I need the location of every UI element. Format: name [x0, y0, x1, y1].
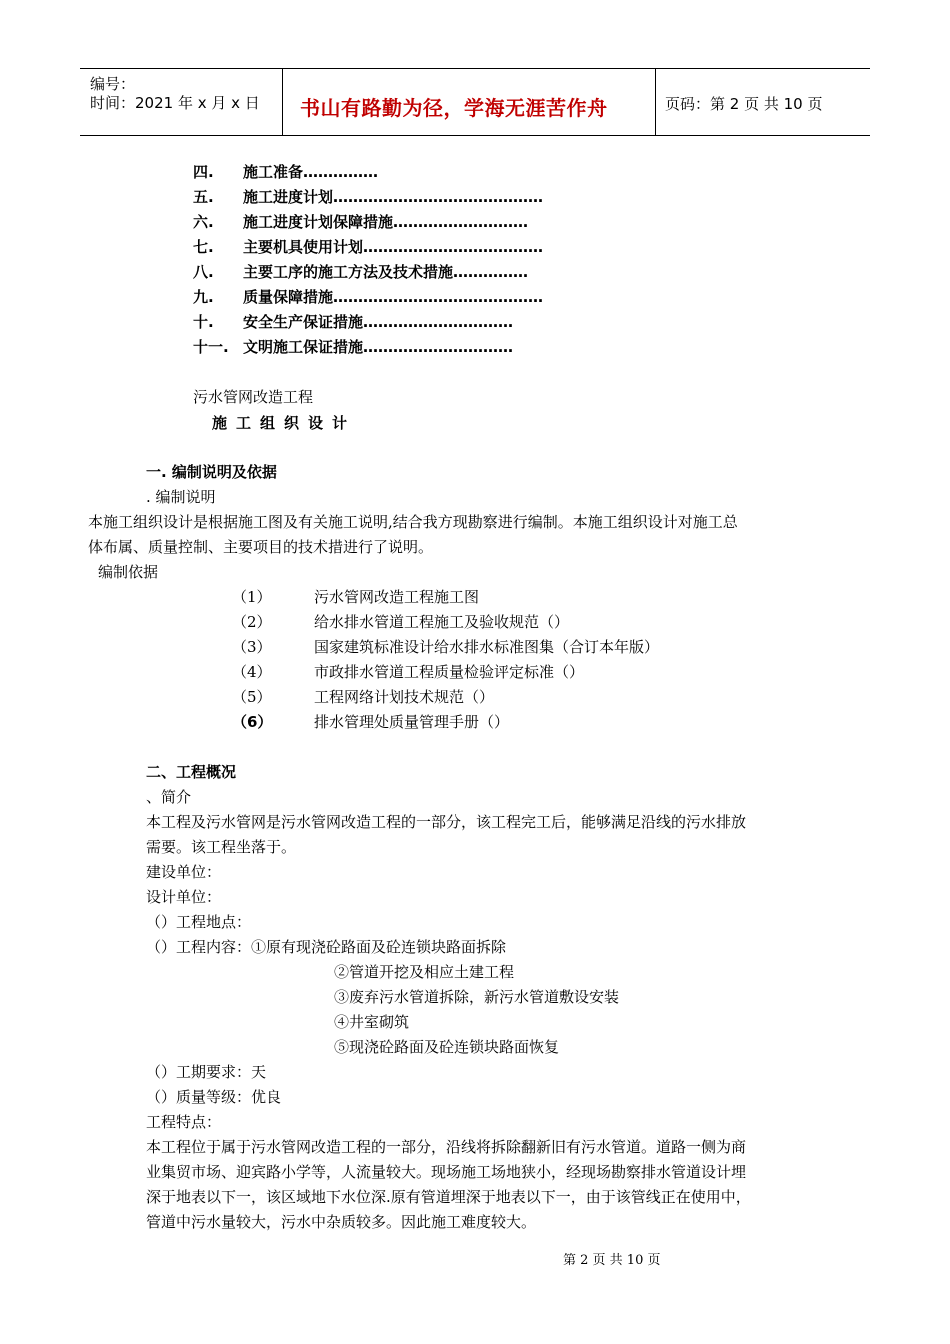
features-line: 本工程位于属于污水管网改造工程的一部分，沿线将拆除翻新旧有污水管道。道路一侧为商: [146, 1138, 747, 1156]
header-divider-right: [655, 68, 656, 136]
toc-item-num: 七.: [193, 238, 214, 256]
section2-intro-line1: 本工程及污水管网是污水管网改造工程的一部分，该工程完工后，能够满足沿线的污水排放: [146, 813, 747, 831]
toc-item-num: 四.: [193, 163, 214, 181]
header-top-rule: [80, 68, 870, 69]
footer-page-number: 第 2 页 共 10 页: [563, 1253, 661, 1268]
section1-para-line1: 本施工组织设计是根据施工图及有关施工说明,结合我方现勘察进行编制。本施工组织设计对施工总: [88, 513, 738, 531]
period-label: （）工期要求：天: [146, 1063, 267, 1081]
project-title: 污水管网改造工程: [193, 388, 314, 406]
content-item: ③废弃污水管道拆除，新污水管道敷设安装: [334, 988, 620, 1006]
header-motto: 书山有路勤为径，学海无涯苦作舟: [300, 96, 608, 120]
designer-label: 设计单位：: [146, 888, 222, 906]
toc-item-num: 九.: [193, 288, 214, 306]
basis-item-num: （4）: [232, 663, 272, 681]
toc-item-text: 施工准备……………: [243, 163, 379, 181]
builder-label: 建设单位：: [146, 863, 222, 881]
content-item: ②管道开挖及相应土建工程: [334, 963, 515, 981]
toc-item-text: 安全生产保证措施…………………………: [243, 313, 514, 331]
features-line: 业集贸市场、迎宾路小学等，人流量较大。现场施工场地狭小，经现场勘察排水管道设计埋: [146, 1163, 747, 1181]
basis-item-num: （6）: [232, 713, 273, 731]
toc-item-text: 施工进度计划保障措施………………………: [243, 213, 529, 231]
toc-item-text: 施工进度计划……………………………………: [243, 188, 544, 206]
features-line: 管道中污水量较大，污水中杂质较多。因此施工难度较大。: [146, 1213, 537, 1231]
features-line: 深于地表以下一，该区域地下水位深.原有管道埋深于地表以下一，由于该管线正在使用中，: [146, 1188, 751, 1206]
basis-item-text: 国家建筑标准设计给水排水标准图集（合订本年版）: [314, 638, 660, 656]
toc-item-num: 十一.: [193, 338, 229, 356]
section2-heading: 二、工程概况: [146, 763, 237, 781]
section2-sub1: 、简介: [146, 788, 192, 806]
section1-sub1: . 编制说明: [146, 488, 216, 506]
toc-item-text: 文明施工保证措施…………………………: [243, 338, 514, 356]
basis-item-num: （1）: [232, 588, 272, 606]
toc-item-text: 主要机具使用计划………………………………: [243, 238, 544, 256]
section1-para-line2: 体布属、质量控制、主要项目的技术措进行了说明。: [88, 538, 434, 556]
basis-item-num: （3）: [232, 638, 272, 656]
basis-item-num: （5）: [232, 688, 272, 706]
header-time-label: 时间：2021 年 x 月 x 日: [90, 94, 260, 112]
header-number-label: 编号：: [90, 75, 136, 93]
doc-title: 施工组织设计: [212, 414, 357, 432]
basis-item-text: 污水管网改造工程施工图: [314, 588, 480, 606]
basis-item-text: 工程网络计划技术规范（）: [314, 688, 495, 706]
quality-label: （）质量等级：优良: [146, 1088, 282, 1106]
content-item: ⑤现浇砼路面及砼连锁块路面恢复: [334, 1038, 560, 1056]
basis-item-text: 给水排水管道工程施工及验收规范（）: [314, 613, 570, 631]
content-item: ④井室砌筑: [334, 1013, 410, 1031]
location-label: （）工程地点：: [146, 913, 252, 931]
basis-item-num: （2）: [232, 613, 272, 631]
toc-item-text: 主要工序的施工方法及技术措施……………: [243, 263, 529, 281]
features-label: 工程特点：: [146, 1113, 222, 1131]
toc-item-num: 六.: [193, 213, 214, 231]
header-page-label: 页码：第 2 页 共 10 页: [665, 95, 823, 113]
section1-heading: 一. 编制说明及依据: [146, 463, 277, 481]
section1-sub2: 编制依据: [98, 563, 159, 581]
section2-intro-line2: 需要。该工程坐落于。: [146, 838, 297, 856]
toc-item-num: 八.: [193, 263, 214, 281]
basis-item-text: 市政排水管道工程质量检验评定标准（）: [314, 663, 585, 681]
basis-item-text: 排水管理处质量管理手册（）: [314, 713, 510, 731]
toc-item-text: 质量保障措施……………………………………: [243, 288, 544, 306]
toc-item-num: 十.: [193, 313, 214, 331]
header-divider-left: [282, 68, 283, 136]
content-label: （）工程内容：①原有现浇砼路面及砼连锁块路面拆除: [146, 938, 507, 956]
header-bottom-rule: [80, 135, 870, 136]
toc-item-num: 五.: [193, 188, 214, 206]
